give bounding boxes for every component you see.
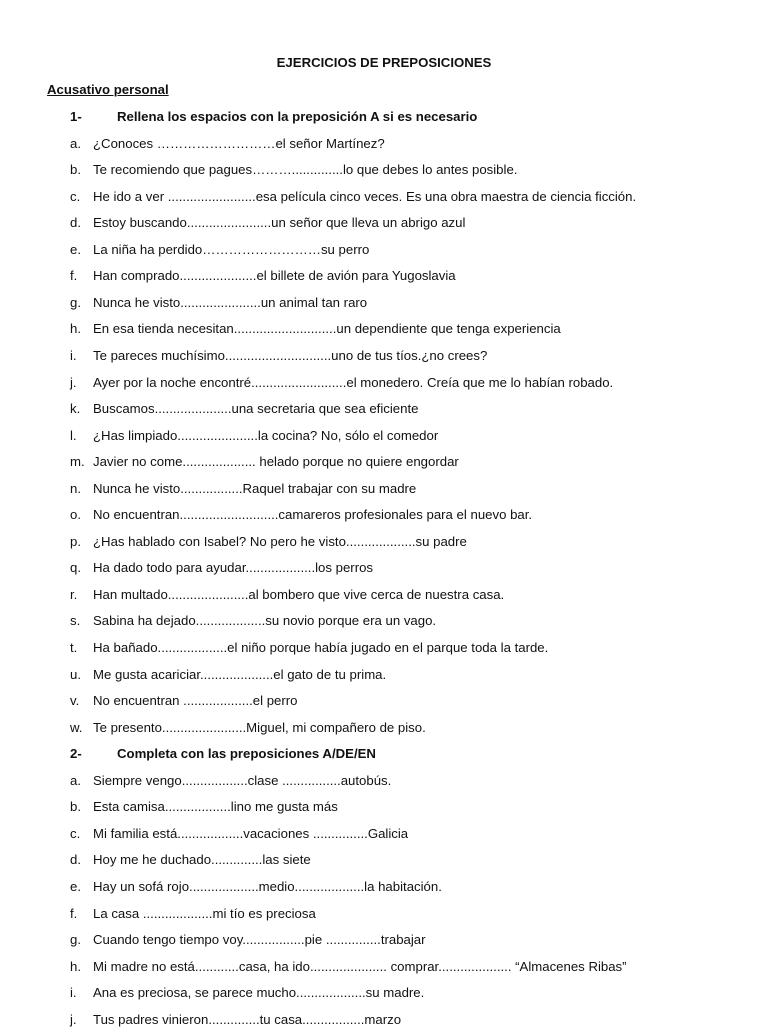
item-marker: e. [70, 241, 81, 257]
item-marker: g. [70, 294, 81, 310]
item-text: Nunca he visto.................Raquel trabajar con su madre [93, 480, 417, 496]
item-marker: a. [70, 772, 81, 788]
item-marker: t. [70, 640, 78, 655]
item-marker: u. [70, 666, 81, 682]
item-text: Nunca he visto......................un animal tan raro [93, 294, 368, 310]
item-marker: d. [70, 215, 81, 231]
item-text: Siempre vengo..................clase ................autobús. [93, 772, 392, 788]
item-text: Esta camisa..................lino me gusta más [93, 799, 338, 815]
item-text: Cuando tengo tiempo voy.................pie ...............trabajar [93, 932, 426, 948]
item-text: En esa tienda necesitan............................un dependiente que tenga experiencia [93, 321, 561, 337]
item-text: Tus padres vinieron..............tu casa.................marzo [93, 1011, 402, 1027]
item-text: La casa ...................mi tío es preciosa [93, 905, 316, 921]
item-text: Te pareces muchísimo.............................uno de tus tíos.¿no crees? [93, 347, 488, 363]
item-marker: v. [70, 693, 80, 709]
item-marker: w. [70, 719, 83, 735]
item-marker: m. [70, 454, 85, 470]
item-marker: j. [70, 1011, 77, 1027]
item-marker: l. [70, 427, 77, 443]
exercise2-instruction: Completa con las preposiciones A/DE/EN [117, 746, 376, 762]
item-marker: c. [70, 825, 81, 841]
item-text: Han comprado.....................el billete de avión para Yugoslavia [93, 268, 456, 284]
item-text: Mi madre no está............casa, ha ido..................... comprar.................... “Almacenes Ribas” [93, 958, 627, 974]
item-marker: b. [70, 799, 81, 815]
item-text: Ha bañado...................el niño porque había jugado en el parque toda la tarde. [93, 640, 549, 655]
item-text: Mi familia está..................vacaciones ...............Galicia [93, 825, 409, 841]
item-marker: s. [70, 613, 81, 629]
item-text: Me gusta acariciar....................el gato de tu prima. [93, 666, 387, 682]
item-text: Sabina ha dejado...................su novio porque era un vago. [93, 613, 437, 629]
item-text: ¿Has limpiado......................la cocina? No, sólo el comedor [93, 427, 439, 443]
item-text: No encuentran...........................camareros profesionales para el nuevo bar. [93, 507, 533, 523]
item-marker: g. [70, 932, 81, 948]
item-text: Ha dado todo para ayudar...................los perros [93, 560, 374, 576]
item-text: Hoy me he duchado..............las siete [93, 852, 311, 868]
item-marker: o. [70, 507, 81, 523]
item-marker: r. [70, 586, 78, 602]
item-text: Te presento.......................Miguel, mi compañero de piso. [93, 719, 426, 735]
item-text: No encuentran ...................el perro [93, 693, 298, 709]
item-marker: q. [70, 560, 81, 576]
item-text: Han multado......................al bombero que vive cerca de nuestra casa. [93, 586, 505, 602]
exercise2-number: 2- [70, 746, 82, 762]
item-marker: f. [70, 268, 78, 284]
item-marker: h. [70, 321, 81, 337]
item-text: Javier no come.................... helado porque no quiere engordar [93, 454, 459, 470]
item-marker: e. [70, 878, 81, 894]
item-text: Ayer por la noche encontré..........................el monedero. Creía que me lo habían robado. [93, 374, 614, 390]
item-marker: p. [70, 533, 81, 549]
document-title: EJERCICIOS DE PREPOSICIONES [276, 55, 492, 70]
item-marker: i. [70, 985, 77, 1001]
section-heading: Acusativo personal [47, 82, 169, 97]
item-text: ¿Has hablado con Isabel? No pero he visto...................su padre [93, 533, 467, 549]
item-text: Te recomiendo que pagues………..............lo que debes lo antes posible. [93, 162, 518, 178]
item-marker: i. [70, 347, 77, 363]
item-marker: h. [70, 958, 81, 974]
item-marker: k. [70, 401, 81, 417]
item-text: ¿Conoces ………………………el señor Martínez? [93, 135, 385, 151]
item-marker: j. [70, 374, 77, 390]
item-marker: d. [70, 852, 81, 868]
exercise1-instruction: Rellena los espacios con la preposición A si es necesario [117, 109, 478, 124]
item-marker: f. [70, 905, 78, 921]
item-text: Hay un sofá rojo...................medio...................la habitación. [93, 878, 442, 894]
item-marker: c. [70, 188, 81, 204]
item-marker: b. [70, 162, 81, 178]
exercise1-number: 1- [70, 109, 82, 124]
item-text: La niña ha perdido………………………su perro [93, 241, 370, 257]
item-marker: n. [70, 480, 81, 496]
item-text: Ana es preciosa, se parece mucho...................su madre. [93, 985, 425, 1001]
item-text: Estoy buscando.......................un señor que lleva un abrigo azul [93, 215, 466, 231]
item-marker: a. [70, 135, 81, 151]
item-text: Buscamos.....................una secretaria que sea eficiente [93, 401, 419, 417]
item-text: He ido a ver ........................esa película cinco veces. Es una obra maestra de ciencia ficción. [93, 188, 637, 204]
